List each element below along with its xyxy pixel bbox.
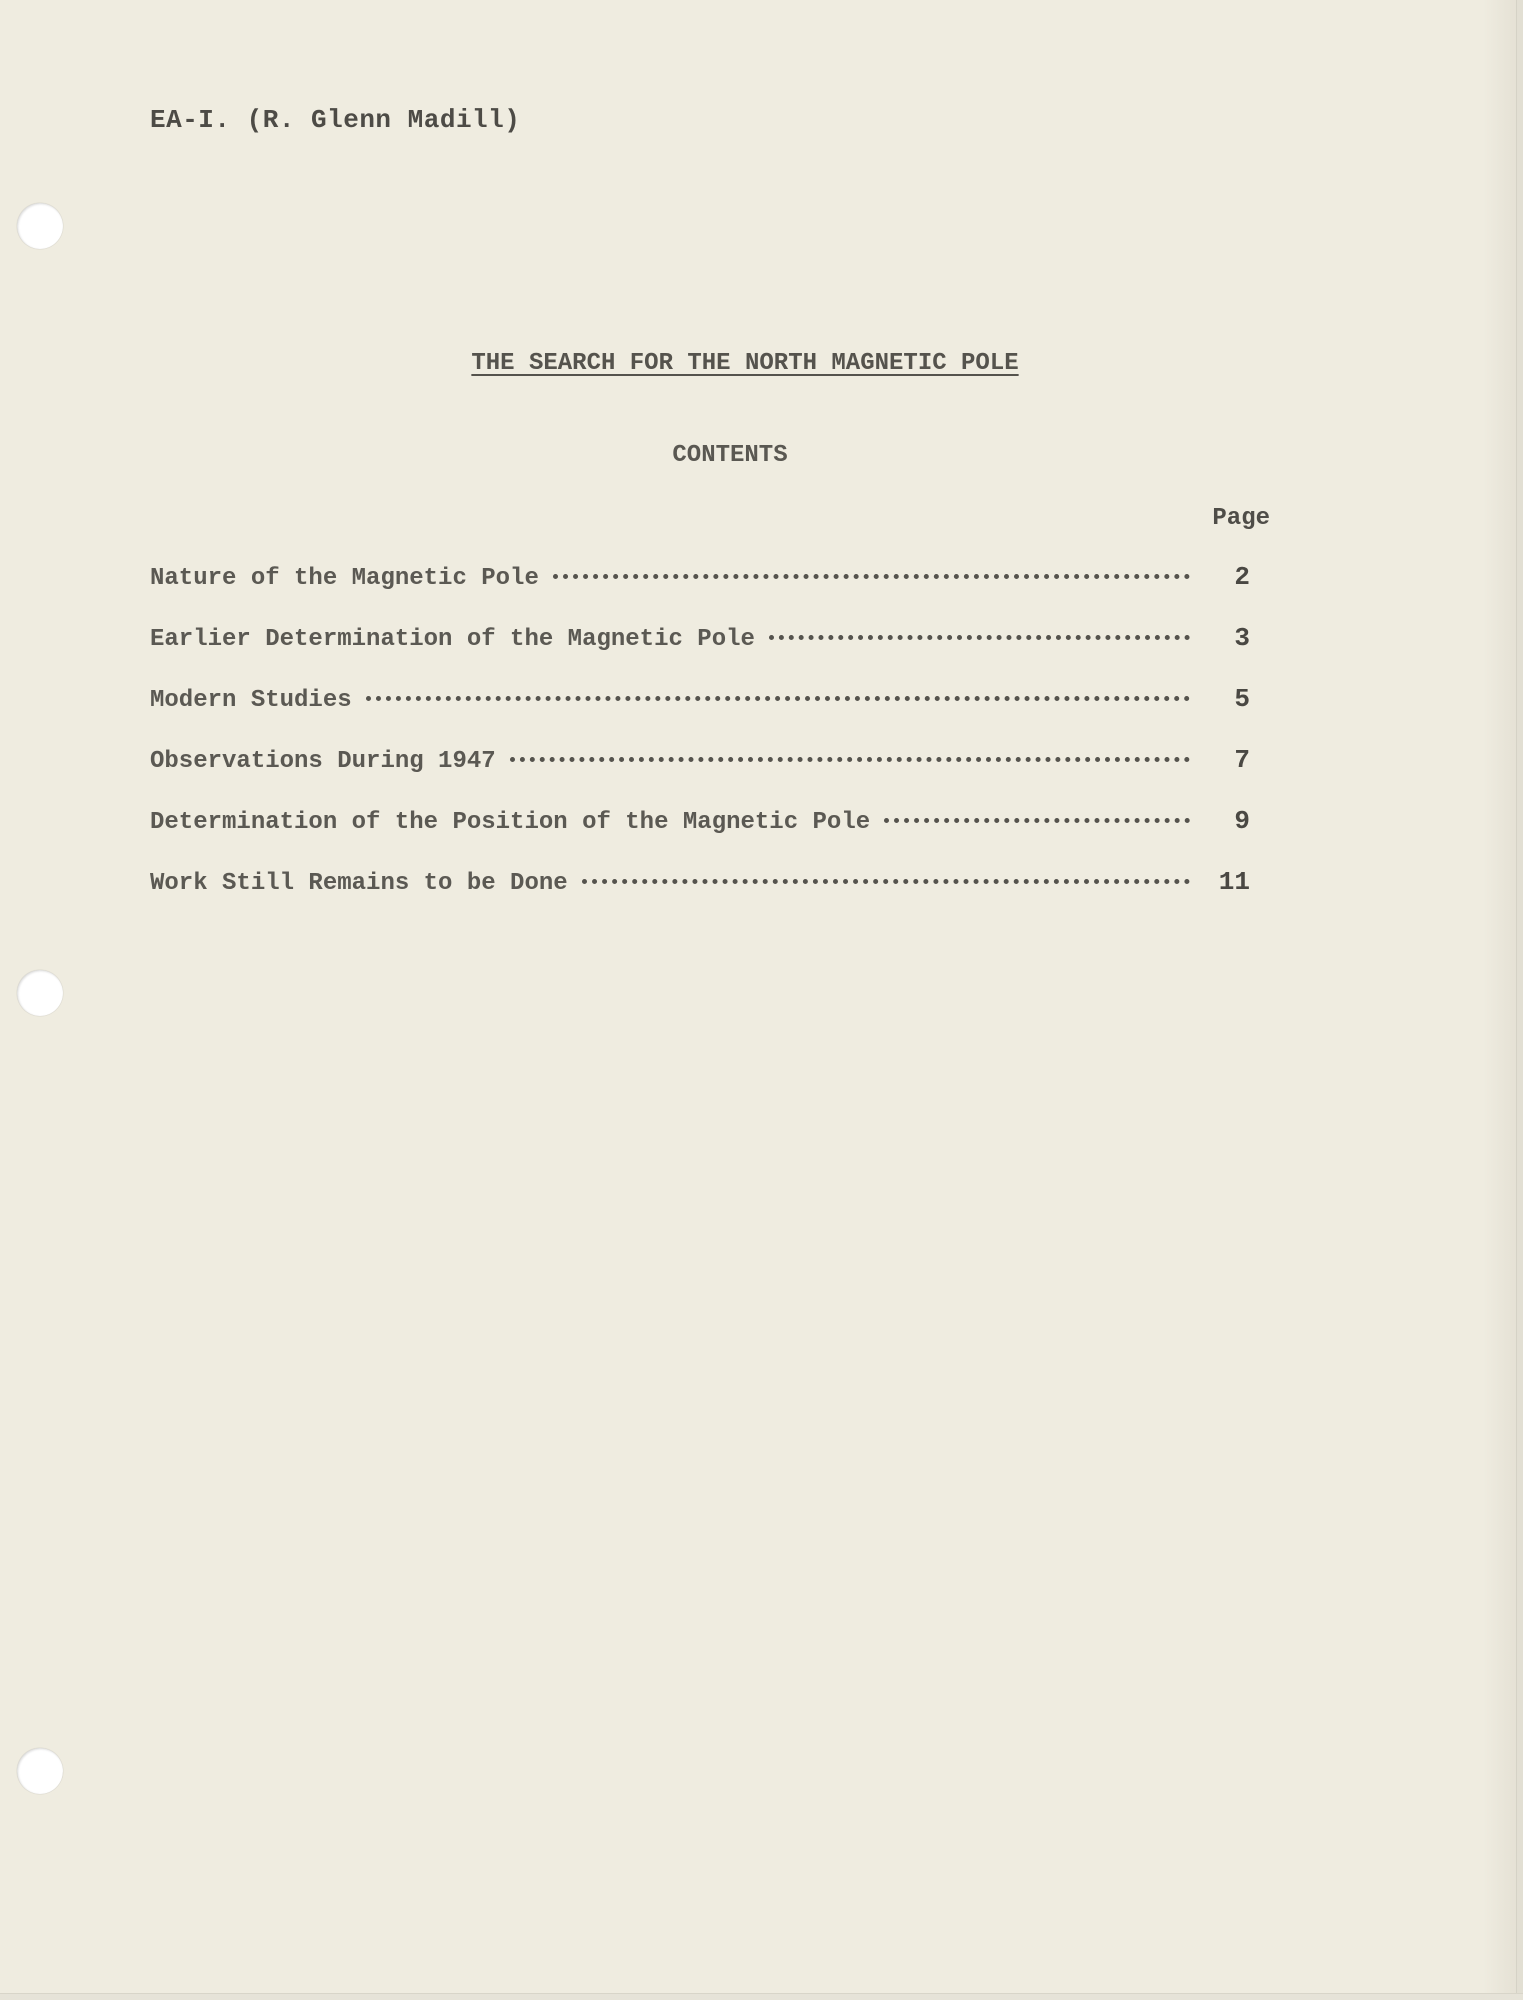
toc-entry-title: Observations During 1947 — [150, 748, 496, 775]
toc-entry-page: 2 — [1234, 562, 1250, 592]
toc-entry — [150, 867, 1250, 928]
page-column-label: Page — [1212, 505, 1270, 532]
toc-entry — [150, 745, 1250, 806]
toc-entry — [150, 562, 1250, 623]
dot-leader — [769, 635, 1190, 640]
toc-entry-title: Modern Studies — [150, 687, 352, 714]
contents-heading: CONTENTS — [672, 442, 788, 469]
dot-leader — [366, 696, 1190, 701]
paper-right-edge — [1516, 0, 1523, 2000]
toc-entry — [150, 623, 1250, 684]
punch-hole-top — [17, 203, 63, 249]
toc-entry — [150, 806, 1250, 867]
document-reference: EA-I. (R. Glenn Madill) — [150, 105, 521, 135]
toc-entry-page: 5 — [1234, 684, 1250, 714]
dot-leader — [884, 818, 1190, 823]
document-title: THE SEARCH FOR THE NORTH MAGNETIC POLE — [471, 350, 1019, 377]
toc-entry-page: 11 — [1218, 867, 1250, 897]
toc-entry-title: Earlier Determination of the Magnetic Pole — [150, 626, 755, 653]
table-of-contents — [150, 562, 1250, 928]
toc-entry-title: Nature of the Magnetic Pole — [150, 565, 539, 592]
dot-leader — [582, 879, 1190, 884]
dot-leader — [510, 757, 1190, 762]
toc-entry-page: 9 — [1234, 806, 1250, 836]
paper-bottom-edge — [0, 1993, 1523, 2000]
toc-entry-page: 3 — [1234, 623, 1250, 653]
punch-hole-bottom — [17, 1748, 63, 1794]
toc-entry-page: 7 — [1234, 745, 1250, 775]
toc-entry — [150, 684, 1250, 745]
toc-entry-title: Determination of the Position of the Magnetic Pole — [150, 809, 871, 836]
punch-hole-middle — [17, 970, 63, 1016]
dot-leader — [553, 574, 1190, 579]
toc-entry-title: Work Still Remains to be Done — [150, 870, 568, 897]
